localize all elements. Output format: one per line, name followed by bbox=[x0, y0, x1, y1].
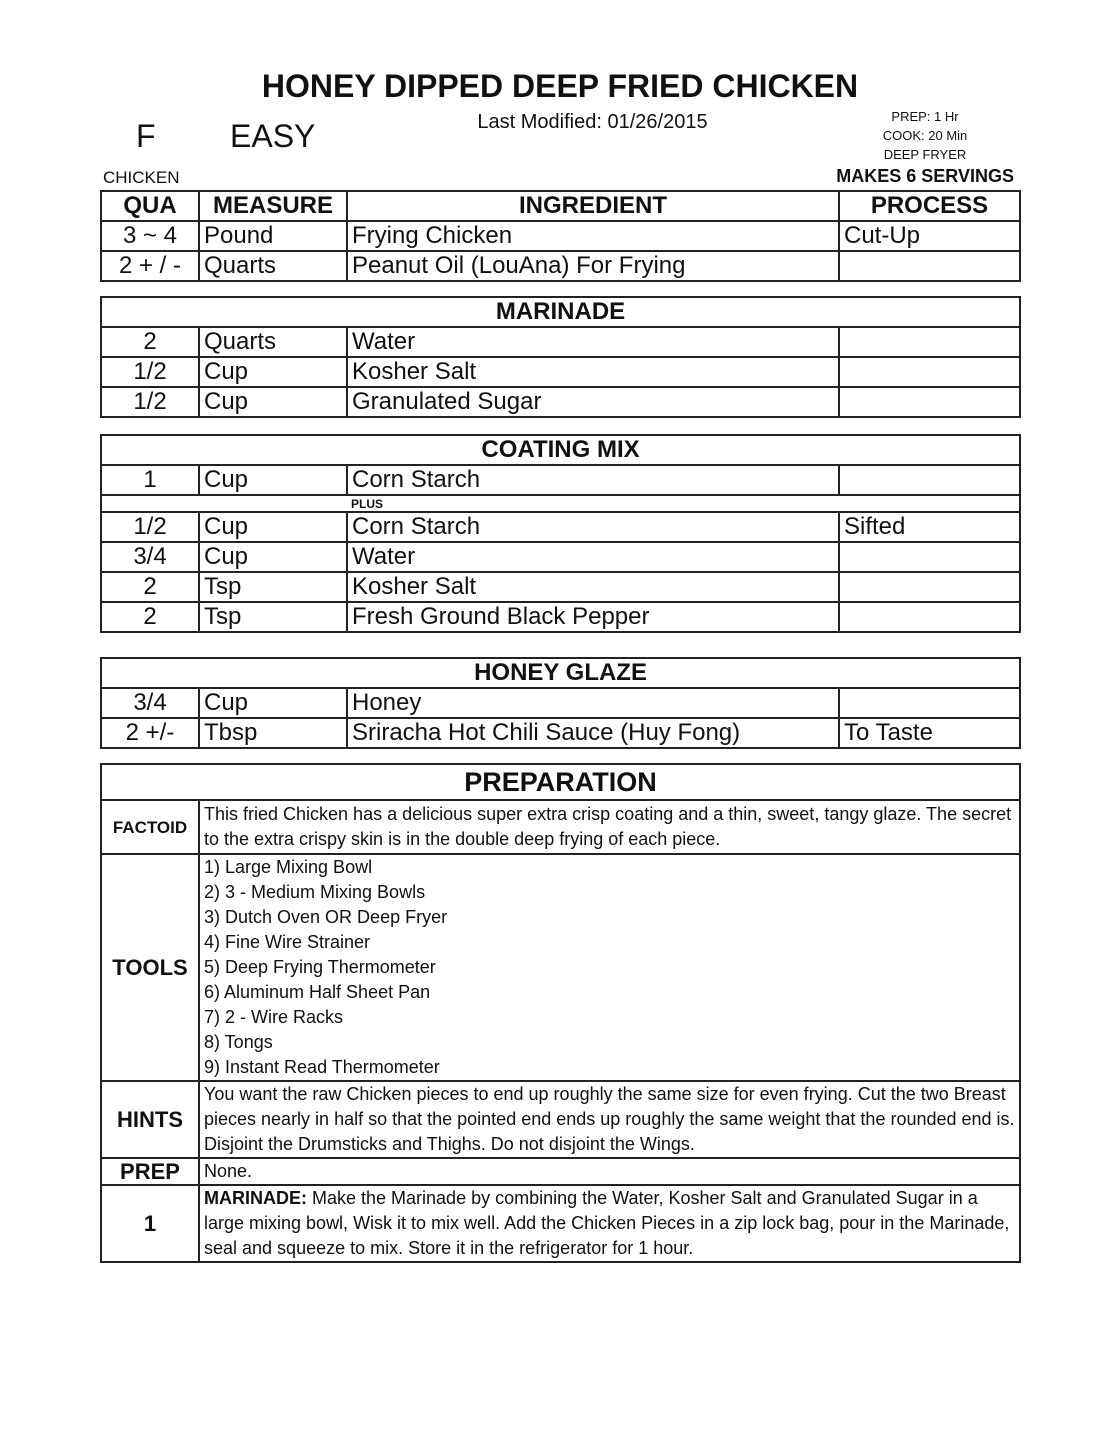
ingredient-cell: Water bbox=[347, 327, 839, 357]
hints-text: You want the raw Chicken pieces to end up roughly the same size for even frying. Cut the two Breast pieces nearly in half so that the pointed end ends up roughly the same weight that the rounded end is. Disjoint the Drumsticks and Thighs. Do not disjoint the Wings. bbox=[199, 1081, 1020, 1158]
process-cell: To Taste bbox=[839, 718, 1020, 748]
process-cell bbox=[839, 465, 1020, 495]
section-title: MARINADE bbox=[101, 297, 1020, 327]
ingredient-cell: Corn Starch bbox=[347, 465, 839, 495]
list-item: 8) Tongs bbox=[204, 1032, 273, 1052]
step-row bbox=[101, 1185, 1020, 1262]
table-row bbox=[101, 542, 1020, 572]
section-title: HONEY GLAZE bbox=[101, 658, 1020, 688]
coating-mix-table bbox=[100, 434, 1021, 633]
table-header-row bbox=[101, 191, 1020, 221]
quantity-cell: 3/4 bbox=[101, 688, 199, 718]
table-row bbox=[101, 718, 1020, 748]
quantity-cell: 2 bbox=[101, 602, 199, 632]
process-cell bbox=[839, 602, 1020, 632]
ingredient-cell: Peanut Oil (LouAna) For Frying bbox=[347, 251, 839, 281]
measure-cell: Tsp bbox=[199, 602, 347, 632]
prep-text: None. bbox=[199, 1158, 1020, 1185]
column-header: PROCESS bbox=[839, 191, 1020, 221]
cook-time: COOK: 20 Min bbox=[882, 128, 968, 143]
process-cell: Cut-Up bbox=[839, 221, 1020, 251]
list-item: 9) Instant Read Thermometer bbox=[204, 1057, 440, 1077]
ingredient-cell: Kosher Salt bbox=[347, 572, 839, 602]
quantity-cell: 2 + / - bbox=[101, 251, 199, 281]
table-row bbox=[101, 465, 1020, 495]
quantity-cell: 1/2 bbox=[101, 387, 199, 417]
ingredient-cell: Fresh Ground Black Pepper bbox=[347, 602, 839, 632]
table-row bbox=[101, 512, 1020, 542]
measure-cell: Tbsp bbox=[199, 718, 347, 748]
plus-row bbox=[101, 495, 1020, 512]
tools-row bbox=[101, 854, 1020, 1081]
ingredient-cell: Corn Starch bbox=[347, 512, 839, 542]
column-header: QUA bbox=[101, 191, 199, 221]
process-cell bbox=[839, 688, 1020, 718]
recipe-letter: F bbox=[136, 118, 156, 154]
servings-label: MAKES 6 SERVINGS bbox=[836, 166, 1014, 186]
ingredient-cell: Sriracha Hot Chili Sauce (Huy Fong) bbox=[347, 718, 839, 748]
measure-cell: Cup bbox=[199, 542, 347, 572]
step-body: Make the Marinade by combining the Water, Kosher Salt and Granulated Sugar in a large mixing bowl, Wisk it to mix well. Add the Chicken Pieces in a zip lock bag, pour in the Marinade, seal and squeeze to mix. Store it in the refrigerator for 1 hour. bbox=[204, 1188, 1010, 1258]
category-label: CHICKEN bbox=[103, 168, 180, 187]
table-row bbox=[101, 688, 1020, 718]
difficulty-label: EASY bbox=[230, 118, 316, 154]
last-modified: Last Modified: 01/26/2015 bbox=[477, 111, 708, 133]
list-item: 7) 2 - Wire Racks bbox=[204, 1007, 344, 1027]
measure-cell: Quarts bbox=[199, 251, 347, 281]
measure-cell: Quarts bbox=[199, 327, 347, 357]
process-cell bbox=[839, 572, 1020, 602]
plus-label: PLUS bbox=[347, 495, 1020, 512]
list-item: 5) Deep Frying Thermometer bbox=[204, 957, 436, 977]
measure-cell: Cup bbox=[199, 357, 347, 387]
quantity-cell: 3/4 bbox=[101, 542, 199, 572]
measure-cell: Cup bbox=[199, 688, 347, 718]
prep-label: PREP bbox=[101, 1158, 199, 1185]
ingredient-cell: Honey bbox=[347, 688, 839, 718]
measure-cell: Cup bbox=[199, 387, 347, 417]
list-item: 4) Fine Wire Strainer bbox=[204, 932, 371, 952]
ingredient-cell: Water bbox=[347, 542, 839, 572]
recipe-title: HONEY DIPPED DEEP FRIED CHICKEN bbox=[261, 68, 859, 104]
process-cell bbox=[839, 542, 1020, 572]
column-header: MEASURE bbox=[199, 191, 347, 221]
quantity-cell: 2 +/- bbox=[101, 718, 199, 748]
step-title: MARINADE: bbox=[204, 1188, 307, 1208]
tools-label: TOOLS bbox=[101, 854, 199, 1081]
prep-row bbox=[101, 1158, 1020, 1185]
ingredient-cell: Granulated Sugar bbox=[347, 387, 839, 417]
measure-cell: Pound bbox=[199, 221, 347, 251]
main-ingredients-table bbox=[100, 190, 1021, 282]
list-item: 2) 3 - Medium Mixing Bowls bbox=[204, 882, 426, 902]
marinade-table bbox=[100, 296, 1021, 418]
process-cell: Sifted bbox=[839, 512, 1020, 542]
process-cell bbox=[839, 251, 1020, 281]
quantity-cell: 3 ~ 4 bbox=[101, 221, 199, 251]
preparation-table bbox=[100, 763, 1021, 1263]
quantity-cell: 1/2 bbox=[101, 357, 199, 387]
honey-glaze-table bbox=[100, 657, 1021, 749]
measure-cell: Tsp bbox=[199, 572, 347, 602]
table-row bbox=[101, 572, 1020, 602]
step-text bbox=[199, 1185, 1020, 1262]
ingredient-cell: Kosher Salt bbox=[347, 357, 839, 387]
quantity-cell: 1/2 bbox=[101, 512, 199, 542]
tools-list bbox=[199, 854, 1020, 1081]
measure-cell: Cup bbox=[199, 465, 347, 495]
table-row bbox=[101, 251, 1020, 281]
column-header: INGREDIENT bbox=[347, 191, 839, 221]
factoid-text: This fried Chicken has a delicious super extra crisp coating and a thin, sweet, tangy glaze. The secret to the extra crispy skin is in the double deep frying of each piece. bbox=[199, 800, 1020, 854]
table-row bbox=[101, 357, 1020, 387]
quantity-cell: 1 bbox=[101, 465, 199, 495]
ingredient-cell: Frying Chicken bbox=[347, 221, 839, 251]
table-row bbox=[101, 387, 1020, 417]
list-item: 3) Dutch Oven OR Deep Fryer bbox=[204, 907, 448, 927]
factoid-label: FACTOID bbox=[101, 800, 199, 854]
hints-row bbox=[101, 1081, 1020, 1158]
list-item: 1) Large Mixing Bowl bbox=[204, 857, 373, 877]
process-cell bbox=[839, 327, 1020, 357]
measure-cell: Cup bbox=[199, 512, 347, 542]
quantity-cell: 2 bbox=[101, 327, 199, 357]
prep-time: PREP: 1 Hr bbox=[891, 109, 959, 124]
process-cell bbox=[839, 357, 1020, 387]
factoid-row bbox=[101, 800, 1020, 854]
cook-method: DEEP FRYER bbox=[883, 147, 967, 162]
table-row bbox=[101, 327, 1020, 357]
process-cell bbox=[839, 387, 1020, 417]
step-number: 1 bbox=[101, 1185, 199, 1262]
section-title: COATING MIX bbox=[101, 435, 1020, 465]
table-row bbox=[101, 602, 1020, 632]
list-item: 6) Aluminum Half Sheet Pan bbox=[204, 982, 431, 1002]
hints-label: HINTS bbox=[101, 1081, 199, 1158]
preparation-title: PREPARATION bbox=[101, 764, 1020, 800]
table-row bbox=[101, 221, 1020, 251]
quantity-cell: 2 bbox=[101, 572, 199, 602]
